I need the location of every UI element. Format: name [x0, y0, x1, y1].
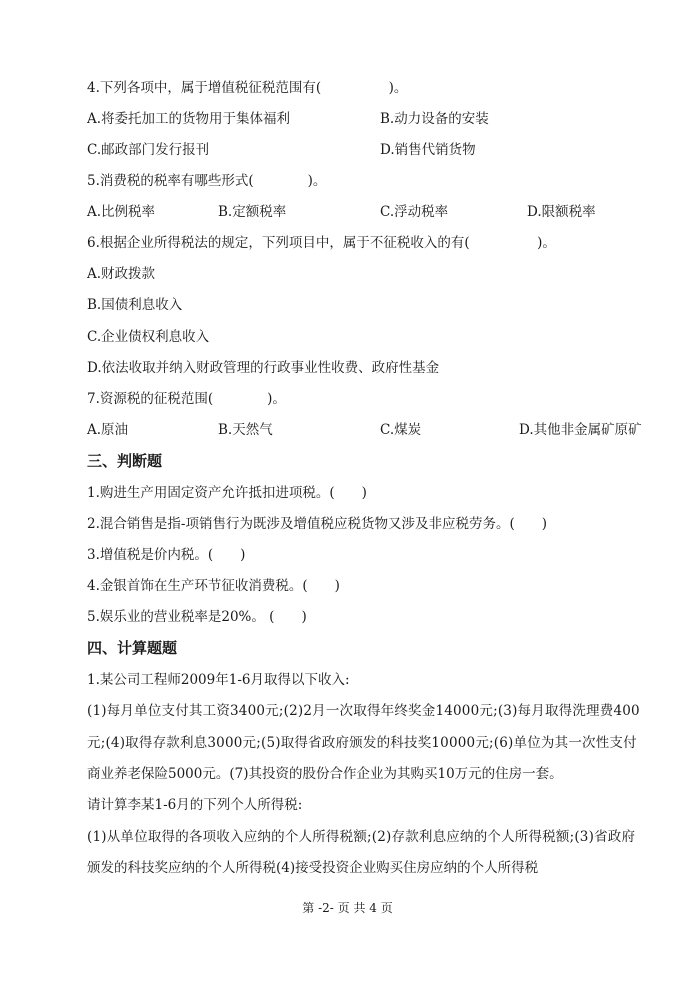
- judge-item-5: 5.娱乐业的营业税率是20%。 ( ): [87, 609, 307, 625]
- calc-ask-line-2: 颁发的科技奖应纳的个人所得税(4)接受投资企业购买住房应纳的个人所得税: [87, 860, 539, 876]
- calc-q1-body-line-3: 商业养老保险5000元。(7)其投资的股份合作企业为其购买10万元的住房一套。: [87, 766, 563, 782]
- q4-option-c: C.邮政部门发行报刊: [87, 142, 210, 158]
- q4-option-b: B.动力设备的安装: [380, 111, 489, 127]
- q7-option-c: C.煤炭: [380, 422, 422, 438]
- q5-option-a: A.比例税率: [87, 204, 156, 220]
- calc-ask: 请计算李某1-6月的下列个人所得税:: [87, 797, 303, 813]
- q4-stem: 4.下列各项中，属于增值税征税范围有( )。: [87, 80, 408, 96]
- calc-ask-line-1: (1)从单位取得的各项收入应纳的个人所得税额;(2)存款利息应纳的个人所得税额;(3)省政府: [87, 829, 636, 845]
- calc-q1-body-line-1: (1)每月单位支付其工资3400元;(2)2月一次取得年终奖金14000元;(3)每月取得洗理费400: [87, 703, 640, 719]
- q5-option-d: D.限额税率: [527, 204, 596, 220]
- q7-option-a: A.原油: [87, 422, 129, 438]
- q6-stem: 6.根据企业所得税法的规定，下列项目中，属于不征税收入的有( )。: [87, 235, 556, 251]
- section3-title: 三、判断题: [87, 452, 163, 470]
- calc-q1-stem: 1.某公司工程师2009年1-6月取得以下收入:: [87, 672, 350, 688]
- judge-item-3: 3.增值税是价内税。( ): [87, 547, 246, 563]
- q6-option-c: C.企业债权利息收入: [87, 329, 210, 345]
- q7-stem: 7.资源税的征税范围( )。: [87, 391, 286, 407]
- q6-option-a: A.财政拨款: [87, 266, 156, 282]
- q7-option-b: B.天然气: [218, 422, 273, 438]
- q6-option-b: B.国债利息收入: [87, 297, 183, 313]
- q6-option-d: D.依法收取并纳入财政管理的行政事业性收费、政府性基金: [87, 360, 440, 376]
- q4-option-d: D.销售代销货物: [380, 142, 476, 158]
- page-footer: 第 -2- 页 共 4 页: [302, 901, 393, 915]
- q5-option-c: C.浮动税率: [380, 204, 449, 220]
- judge-item-2: 2.混合销售是指-项销售行为既涉及增值税应税货物又涉及非应税劳务。( ): [87, 516, 547, 532]
- section4-title: 四、计算题题: [87, 639, 178, 657]
- q5-stem: 5.消费税的税率有哪些形式( )。: [87, 173, 327, 189]
- judge-item-4: 4.金银首饰在生产环节征收消费税。( ): [87, 578, 340, 594]
- calc-q1-body-line-2: 元;(4)取得存款利息3000元;(5)取得省政府颁发的科技奖10000元;(6)单位为其一次性支付: [87, 735, 637, 751]
- q7-option-d: D.其他非金属矿原矿: [519, 422, 642, 438]
- q5-option-b: B.定额税率: [218, 204, 287, 220]
- q4-option-a: A.将委托加工的货物用于集体福利: [87, 111, 291, 127]
- judge-item-1: 1.购进生产用固定资产允许抵扣进项税。( ): [87, 485, 367, 501]
